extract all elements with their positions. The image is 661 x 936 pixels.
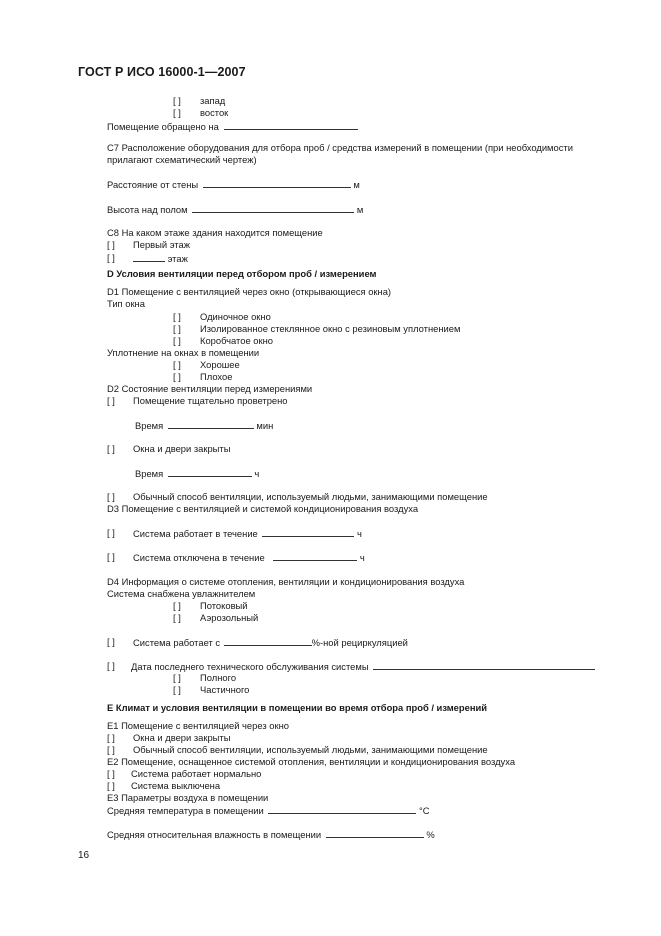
avg-humidity-label: Средняя относительная влажность в помещении (107, 829, 322, 840)
system-works-row (133, 527, 362, 540)
checkbox-last-service[interactable]: [ ] (107, 660, 115, 671)
checkbox-first-floor[interactable]: [ ] (107, 239, 115, 250)
recirculation-suffix: %-ной рециркуляцией (311, 637, 408, 648)
checkbox-system-normal[interactable]: [ ] (107, 768, 115, 779)
recirculation-row (133, 636, 408, 649)
unit-min: мин (256, 420, 274, 431)
section-e-title: E Климат и условия вентиляции в помещении во время отбора проб / измерений (107, 702, 488, 713)
orientation-row (107, 120, 358, 133)
page-number: 16 (78, 850, 90, 861)
vent-time-field[interactable] (168, 419, 254, 429)
first-floor-label: Первый этаж (133, 239, 190, 250)
checkbox-e-closed[interactable]: [ ] (107, 732, 115, 743)
flow-label: Потоковый (200, 600, 248, 611)
unit-h: ч (357, 528, 362, 539)
other-floor-row (133, 252, 188, 265)
avg-temp-label: Средняя температура в помещении (107, 805, 264, 816)
checkbox-e-usual[interactable]: [ ] (107, 744, 115, 755)
closed-time-field[interactable] (168, 467, 252, 477)
recirculation-prefix: Система работает с (133, 637, 221, 648)
d4-title: D4 Информация о системе отопления, вентиляции и кондиционирования воздуха (107, 576, 465, 587)
checkbox-partial[interactable]: [ ] (173, 684, 181, 695)
checkbox-window-single[interactable]: [ ] (173, 311, 181, 322)
system-off-label: Система отключена в течение (133, 552, 265, 563)
checkbox-full[interactable]: [ ] (173, 672, 181, 683)
floor-height-field[interactable] (192, 203, 354, 213)
unit-m: м (353, 179, 360, 190)
e-closed-label: Окна и двери закрыты (133, 732, 231, 743)
time-label: Время (135, 420, 164, 431)
section-d-title: D Условия вентиляции перед отбором проб / измерением (107, 268, 377, 279)
wall-distance-field[interactable] (203, 178, 351, 188)
checkbox-closed[interactable]: [ ] (107, 443, 115, 454)
option-east-label: восток (200, 107, 229, 118)
checkbox-aerosol[interactable]: [ ] (173, 612, 181, 623)
time-label: Время (135, 468, 164, 479)
seal-label: Уплотнение на окнах в помещении (107, 347, 260, 358)
avg-temp-field[interactable] (268, 804, 416, 814)
recirculation-field[interactable] (224, 636, 312, 646)
avg-temp-row (107, 804, 430, 817)
vent-time-row (135, 419, 273, 432)
unit-h: ч (359, 552, 365, 563)
window-insulated-label: Изолированное стеклянное окно с резиновым уплотнением (200, 323, 461, 334)
avg-humidity-row (107, 828, 435, 841)
humidifier-label: Система снабжена увлажнителем (107, 588, 256, 599)
window-type-label: Тип окна (107, 298, 145, 309)
floor-height-label: Высота над полом (107, 204, 188, 215)
d3-title: D3 Помещение с вентиляцией и системой кондиционирования воздуха (107, 503, 419, 514)
orientation-label: Помещение обращено на (107, 121, 219, 132)
e2-title: E2 Помещение, оснащенное системой отопления, вентиляции и кондиционирования воздуха (107, 756, 516, 767)
checkbox-system-off[interactable]: [ ] (107, 551, 115, 562)
checkbox-other-floor[interactable]: [ ] (107, 252, 115, 263)
c8-title: C8 На каком этаже здания находится помещение (107, 227, 323, 238)
e3-title: E3 Параметры воздуха в помещении (107, 792, 269, 803)
system-off-field[interactable] (273, 551, 357, 561)
ventilated-label: Помещение тщательно проветрено (133, 395, 288, 406)
window-box-label: Коробчатое окно (200, 335, 273, 346)
system-disabled-label: Система выключена (131, 780, 221, 791)
checkbox-system-disabled[interactable]: [ ] (107, 780, 115, 791)
floor-number-field[interactable] (133, 252, 165, 262)
e-usual-label: Обычный способ вентиляции, используемый людьми, занимающими помещение (133, 744, 488, 755)
system-works-field[interactable] (262, 527, 354, 537)
unit-percent: % (426, 829, 435, 840)
checkbox-seal-good[interactable]: [ ] (173, 359, 181, 370)
closed-label: Окна и двери закрыты (133, 443, 231, 454)
d2-title: D2 Состояние вентиляции перед измерениями (107, 383, 313, 394)
system-works-label: Система работает в течение (133, 528, 258, 539)
wall-distance-row (107, 178, 360, 191)
option-west-label: запад (200, 95, 226, 106)
orientation-field[interactable] (224, 120, 358, 130)
checkbox-window-box[interactable]: [ ] (173, 335, 181, 346)
checkbox-usual-vent[interactable]: [ ] (107, 491, 115, 502)
checkbox-recirculation[interactable]: [ ] (107, 636, 115, 647)
checkbox-system-works[interactable]: [ ] (107, 527, 115, 538)
system-off-row (133, 551, 365, 564)
unit-m: м (356, 204, 364, 215)
partial-label: Частичного (200, 684, 250, 695)
checkbox-window-insulated[interactable]: [ ] (173, 323, 181, 334)
page-title: ГОСТ Р ИСО 16000-1—2007 (78, 65, 246, 79)
wall-distance-label: Расстояние от стены (107, 179, 199, 190)
system-normal-label: Система работает нормально (131, 768, 262, 779)
checkbox-ventilated[interactable]: [ ] (107, 395, 115, 406)
avg-humidity-field[interactable] (326, 828, 424, 838)
checkbox-west[interactable]: [ ] (173, 95, 181, 106)
last-service-label: Дата последнего технического обслуживания системы (131, 661, 369, 672)
d1-title: D1 Помещение с вентиляцией через окно (открывающиеся окна) (107, 286, 392, 297)
checkbox-east[interactable]: [ ] (173, 107, 181, 118)
full-label: Полного (200, 672, 237, 683)
closed-time-row (135, 467, 259, 480)
other-floor-label: этаж (167, 253, 188, 264)
window-single-label: Одиночное окно (200, 311, 271, 322)
checkbox-seal-bad[interactable]: [ ] (173, 371, 181, 382)
aerosol-label: Аэрозольный (200, 612, 259, 623)
checkbox-flow[interactable]: [ ] (173, 600, 181, 611)
usual-vent-label: Обычный способ вентиляции, используемый людьми, занимающими помещение (133, 491, 488, 502)
unit-celsius: °C (419, 805, 430, 816)
c7-paragraph: C7 Расположение оборудования для отбора проб / средства измерений в помещении (при необходимости прилагают схематический чертеж) (107, 142, 573, 165)
e1-title: E1 Помещение с вентиляцией через окно (107, 720, 289, 731)
floor-height-row (107, 203, 363, 216)
seal-bad-label: Плохое (200, 371, 233, 382)
last-service-field[interactable] (373, 660, 595, 670)
seal-good-label: Хорошее (200, 359, 240, 370)
unit-h: ч (254, 468, 260, 479)
